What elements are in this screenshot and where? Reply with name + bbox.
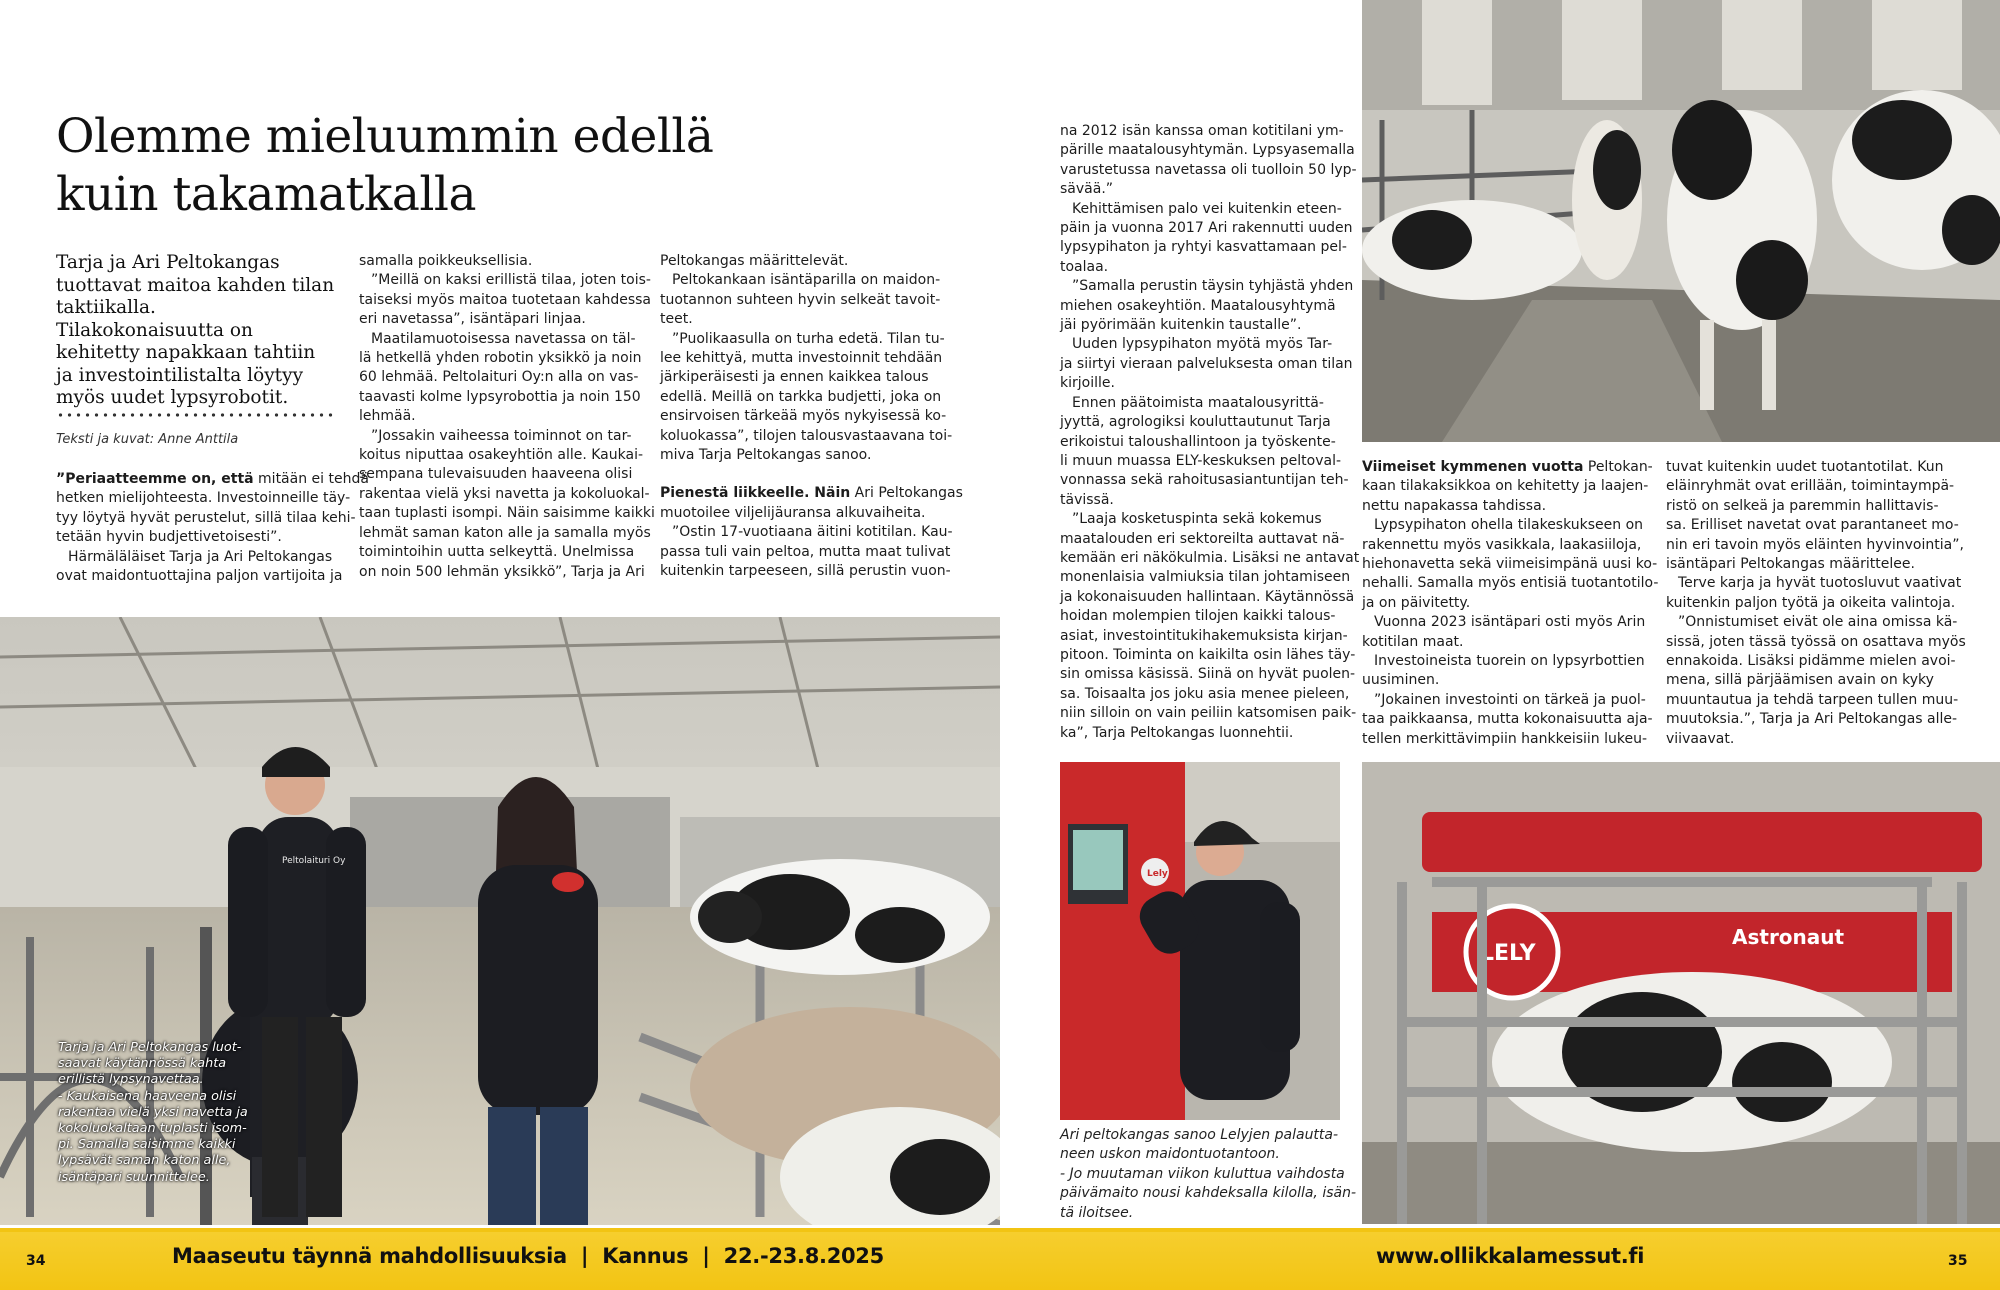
text-line: samalla poikkeuksellisia. xyxy=(359,253,533,269)
text-line: na 2012 isän kanssa oman kotitilani ym- xyxy=(1060,123,1344,139)
page-number-left: 34 xyxy=(26,1253,46,1269)
caption-line: lypsävät saman katon alle, xyxy=(58,1153,231,1169)
text-line: ”Ostin 17-vuotiaana äitini kotitilan. Kau- xyxy=(672,524,953,541)
text-line: muuntautua ja tehdä tarpeen tullen muu- xyxy=(1666,691,1959,708)
footer-website[interactable]: www.ollikkalamessut.fi xyxy=(1376,1244,1645,1268)
text-line: edellä. Meillä on tarkka budjetti, joka on xyxy=(660,388,942,405)
caption-line: pi. Samalla saisimme kaikki xyxy=(58,1137,236,1153)
caption-line: - Kaukaisena haaveena olisi xyxy=(58,1088,237,1104)
caption-line: kokoluokaltaan tuplasti isom- xyxy=(58,1121,247,1137)
page-number-right: 35 xyxy=(1948,1253,1968,1269)
text-line: lehmää. xyxy=(359,408,416,425)
text-column-2 xyxy=(359,252,655,582)
text-line: isäntäpari Peltokangas määrittelee. xyxy=(1666,556,1915,573)
photo-caption-couple xyxy=(58,1040,278,1186)
text-column-4 xyxy=(1060,122,1360,743)
text-line: varustetussa navetassa oli tuolloin 50 lyp- xyxy=(1060,161,1357,178)
text-line: pärille maatalousyhtymän. Lypsyasemalla xyxy=(1060,142,1355,159)
lead-line: myös uudet lypsyrobotit. xyxy=(56,387,289,408)
text-line: hoidan molempien tilojen kaikki talous- xyxy=(1060,608,1336,625)
text-line: ensirvoisen tärkeää myös nykyisessä ko- xyxy=(660,408,947,425)
text-line: Kehittämisen palo vei kuitenkin eteen- xyxy=(1072,200,1342,217)
headline-line-2: kuin takamatkalla xyxy=(56,167,476,222)
text-line: ”Onnistumiset eivät ole aina omissa kä- xyxy=(1678,614,1958,631)
text-line: taavasti kolme lypsyrobottia ja noin 150 xyxy=(359,388,641,405)
text-line: koluokassa”, tilojen talousvastaavana toi- xyxy=(660,427,953,444)
text-column-6 xyxy=(1666,458,1966,749)
subheading-rest: Ari Peltokangas xyxy=(850,485,963,502)
text-line: ja kokonaisuuden hallintaan. Käytännössä xyxy=(1060,588,1355,605)
text-line: rakentaa vielä yksi navetta ja kokoluokal- xyxy=(359,485,650,502)
text-line: eläinryhmät ovat erillään, toimintaympä- xyxy=(1666,478,1955,495)
caption-line: - Jo muutaman viikon kuluttua vaihdosta xyxy=(1060,1165,1345,1182)
photo-cows-in-barn xyxy=(1362,0,2000,442)
text-line: sa. Erilliset navetat ovat parantaneet mo- xyxy=(1666,517,1959,534)
text-line: kaan tilakaksikkoa on kehitetty ja laajen- xyxy=(1362,478,1649,495)
text-line: ja siirtyi vieraan palveluksesta oman tilan xyxy=(1060,355,1353,372)
text-line: taa paikkaansa, mutta kokonaisuutta aja- xyxy=(1362,711,1653,728)
text-line: Lypsypihaton ohella tilakeskukseen on xyxy=(1374,517,1644,534)
text-line: ”Laaja kosketuspinta sekä kokemus xyxy=(1072,511,1322,528)
subheading-rest: Peltokan- xyxy=(1583,459,1653,475)
lead-line: ja investointilistalta löytyy xyxy=(56,364,304,386)
text-line: passa tuli vain peltoa, mutta maat tulivat xyxy=(660,543,951,560)
text-line: koitus niputtaa osakeyhtiön alle. Kaukai- xyxy=(359,447,644,464)
text-line: Investoineista tuorein on lypsyrbottien xyxy=(1374,653,1645,670)
text-line: hiehonavetta sekä viimeisimpänä uusi ko- xyxy=(1362,556,1658,573)
text-line: nehalli. Samalla myös entisiä tuotantotilo- xyxy=(1362,575,1659,592)
text-line: toimintoihin uutta selkeyttä. Unelmissa xyxy=(359,544,635,561)
text-line: kirjoille. xyxy=(1060,375,1115,392)
text-line: maatalouden eri sektoreilta auttavat nä- xyxy=(1060,530,1345,547)
text-line: ”Jossakin vaiheessa toiminnot on tar- xyxy=(371,427,632,444)
text-line: mena, sillä pärjäämisen avain on kyky xyxy=(1666,672,1934,689)
text-line: Terve karja ja hyvät tuotosluvut vaativat xyxy=(1678,575,1962,592)
text-line: rakennettu myös vasikkala, laakasiiloja, xyxy=(1362,536,1642,553)
text-line: Vuonna 2023 isäntäpari osti myös Arin xyxy=(1374,614,1646,631)
text-line: eri navetassa”, isäntäpari linjaa. xyxy=(359,311,586,328)
text-line: sa. Toisaalta jos joku asia menee pieleen, xyxy=(1060,685,1350,702)
text-line: Härmäläläiset Tarja ja Ari Peltokangas xyxy=(68,548,333,565)
text-line: Peltokangas määrittelevät. xyxy=(660,253,849,269)
lely-badge-text: LELY xyxy=(1480,941,1536,966)
caption-line: rakentaa vielä yksi navetta ja xyxy=(58,1104,248,1120)
lead-line: tuottavat maitoa kahden tilan xyxy=(56,274,335,296)
caption-line: Tarja ja Ari Peltokangas luot- xyxy=(58,1040,242,1055)
text-line: Uuden lypsypihaton myötä myös Tar- xyxy=(1072,336,1333,353)
caption-line: tä iloitsee. xyxy=(1060,1204,1134,1221)
text-line: kuitenkin paljon työtä ja oikeita valintoja. xyxy=(1666,594,1956,611)
caption-line: saavat käytännössä kahta xyxy=(58,1056,227,1072)
text-line: vonnassa sekä rahoitusasiantuntijan teh- xyxy=(1060,472,1349,489)
photo-robot-screen xyxy=(1060,762,1340,1120)
intro-bold: ”Periaatteemme on, että xyxy=(56,471,254,487)
caption-line: isäntäpari suunnittelee. xyxy=(58,1169,210,1185)
text-line: ennakoida. Lisäksi pidämme mielen avoi- xyxy=(1666,653,1956,670)
text-line: lä hetkellä yhden robotin yksikkö ja noin xyxy=(359,350,642,367)
robot-photo-illustration xyxy=(1060,762,1340,1120)
text-line: asiat, investointitukihakemuksista kirjan- xyxy=(1060,627,1348,644)
lead-paragraph xyxy=(56,252,341,410)
text-line: lehmät saman katon alle ja samalla myös xyxy=(359,524,651,541)
text-line: li muun muassa ELY-keskuksen peltoval- xyxy=(1060,452,1342,469)
text-line: monenlaisia valmiuksia tilan johtamiseen xyxy=(1060,569,1351,586)
text-line: ka”, Tarja Peltokangas luonnehtii. xyxy=(1060,724,1294,741)
article-headline xyxy=(56,108,776,224)
lead-line: Tilakokonaisuutta on xyxy=(56,319,253,341)
photo-lely-astronaut xyxy=(1362,762,2000,1224)
text-line: ”Puolikaasulla on turha edetä. Tilan tu- xyxy=(672,330,945,347)
text-line: tyy löytyä hyvät perustelut, sillä tilaa kehi- xyxy=(56,509,356,526)
dotted-divider xyxy=(56,412,336,418)
text-line: sävää.” xyxy=(1060,181,1114,198)
text-line: taiseksi myös maitoa tuotetaan kahdessa xyxy=(359,291,652,308)
subheading-bold: Pienestä liikkeelle. Näin xyxy=(660,485,851,502)
text-line: kuitenkin tarpeeseen, sillä perustin vuon- xyxy=(660,563,951,580)
text-line: ovat maidontuottajina paljon vartijoita ja xyxy=(56,568,343,585)
lead-line: taktiikalla. xyxy=(56,297,156,318)
footer-event-info: Maaseutu täynnä mahdollisuuksia | Kannus | 22.-23.8.2025 xyxy=(172,1244,884,1268)
text-line: ”Meillä on kaksi erillistä tilaa, joten tois- xyxy=(371,272,651,289)
text-line: tellen merkittävimpiin hankkeisiin lukeu- xyxy=(1362,730,1648,747)
text-line: järkiperäisesti ja ennen kaikkea talous xyxy=(660,369,929,386)
headline-line-1: Olemme mieluummin edellä xyxy=(56,109,714,164)
subheading-bold: Viimeiset kymmenen vuotta xyxy=(1362,459,1584,475)
text-line: erikoistui taloushallintoon ja työskente- xyxy=(1060,433,1336,450)
text-line: niin silloin on vain peiliin katsomisen paik- xyxy=(1060,705,1357,722)
text-line: on noin 500 lehmän yksikkö”, Tarja ja Ari xyxy=(359,563,645,580)
text-line: lypsypihaton ja ryhtyi kasvattamaan pel- xyxy=(1060,239,1347,256)
caption-line: erillistä lypsynavettaa. xyxy=(58,1072,204,1088)
text-line: hetken mielijohteesta. Investoinneille täy- xyxy=(56,490,351,507)
photo-caption-robot xyxy=(1060,1126,1357,1223)
text-line: ”Samalla perustin täysin tyhjästä yhden xyxy=(1072,278,1354,295)
lead-line: Tarja ja Ari Peltokangas xyxy=(56,252,280,273)
byline: Teksti ja kuvat: Anne Anttila xyxy=(56,432,239,447)
text-line: miehen osakeyhtiön. Maatalousyhtymä xyxy=(1060,297,1336,314)
text-line: sissä, joten tässä työssä on osattava myös xyxy=(1666,633,1966,650)
text-line: nin eri tavoin myös eläinten hyvinvointia”, xyxy=(1666,536,1964,553)
text-line: muotoilee viljelijäuransa alkuvaiheita. xyxy=(660,504,926,521)
text-line: 60 lehmää. Peltolaituri Oy:n alla on vas- xyxy=(359,369,639,386)
text-line: Maatilamuotoisessa navetassa on täl- xyxy=(371,330,636,347)
text-line: tuvat kuitenkin uudet tuotantotilat. Kun xyxy=(1666,459,1944,475)
intro-rest: mitään ei tehdä xyxy=(253,471,369,487)
text-line: jäi pyörimään kuitenkin taustalle”. xyxy=(1060,317,1302,334)
text-line: lee kehittyä, mutta investoinnit tehdään xyxy=(660,350,943,367)
text-line: teet. xyxy=(660,311,693,328)
text-line: tävissä. xyxy=(1060,491,1114,508)
lead-line: kehitetty napakkaan tahtiin xyxy=(56,342,316,363)
shirt-logo-text: Peltolaituri Oy xyxy=(282,856,346,866)
text-line: kemään eri näkökulmia. Lisäksi ne antavat xyxy=(1060,549,1360,566)
cows-photo-illustration xyxy=(1362,0,2000,442)
caption-line: päivämaito nousi kahdeksalla kilolla, isän- xyxy=(1060,1185,1357,1202)
text-line: miva Tarja Peltokangas sanoo. xyxy=(660,447,872,464)
text-line: sempana tulevaisuuden haaveena olisi xyxy=(359,466,633,483)
lely-small-logo: Lely xyxy=(1147,869,1168,879)
text-line: nettu napakassa tahdissa. xyxy=(1362,497,1547,514)
text-column-1 xyxy=(56,470,369,586)
text-line: muutoksia.”, Tarja ja Ari Peltokangas alle- xyxy=(1666,711,1958,728)
text-line: kotitilan maat. xyxy=(1362,633,1464,650)
text-line: ”Jokainen investointi on tärkeä ja puol- xyxy=(1374,691,1646,708)
text-column-3 xyxy=(660,252,963,582)
astronaut-label: Astronaut xyxy=(1732,925,1845,949)
text-line: toalaa. xyxy=(1060,258,1109,275)
text-line: sin omissa käsissä. Siinä on hyvät puolen- xyxy=(1060,666,1356,683)
caption-line: neen uskon maidontuotantoon. xyxy=(1060,1146,1280,1163)
text-line: jyyttä, agrologiksi kouluttautunut Tarja xyxy=(1060,414,1331,431)
text-line: päin ja vuonna 2017 Ari rakennutti uuden xyxy=(1060,220,1353,237)
text-column-5 xyxy=(1362,458,1659,749)
text-line: Peltokankaan isäntäparilla on maidon- xyxy=(672,272,941,289)
text-line: Ennen päätoimista maatalousyrittä- xyxy=(1072,394,1324,411)
text-line: tuotannon suhteen hyvin selkeät tavoit- xyxy=(660,291,941,308)
text-line: ristö on selkeä ja paremmin hallittavis- xyxy=(1666,497,1939,514)
text-line: uusiminen. xyxy=(1362,672,1440,689)
text-line: ja on päivitetty. xyxy=(1362,594,1471,611)
text-line: taan tuplasti isompi. Näin saisimme kaikki xyxy=(359,505,655,522)
caption-line: Ari peltokangas sanoo Lelyjen palautta- xyxy=(1060,1127,1339,1143)
text-line: viivaavat. xyxy=(1666,730,1735,747)
text-line: tetään hyvin budjettivetoisesti”. xyxy=(56,529,282,546)
text-line: pitoon. Toiminta on kaikilta osin lähes täy- xyxy=(1060,646,1356,663)
astronaut-photo-illustration xyxy=(1362,762,2000,1224)
